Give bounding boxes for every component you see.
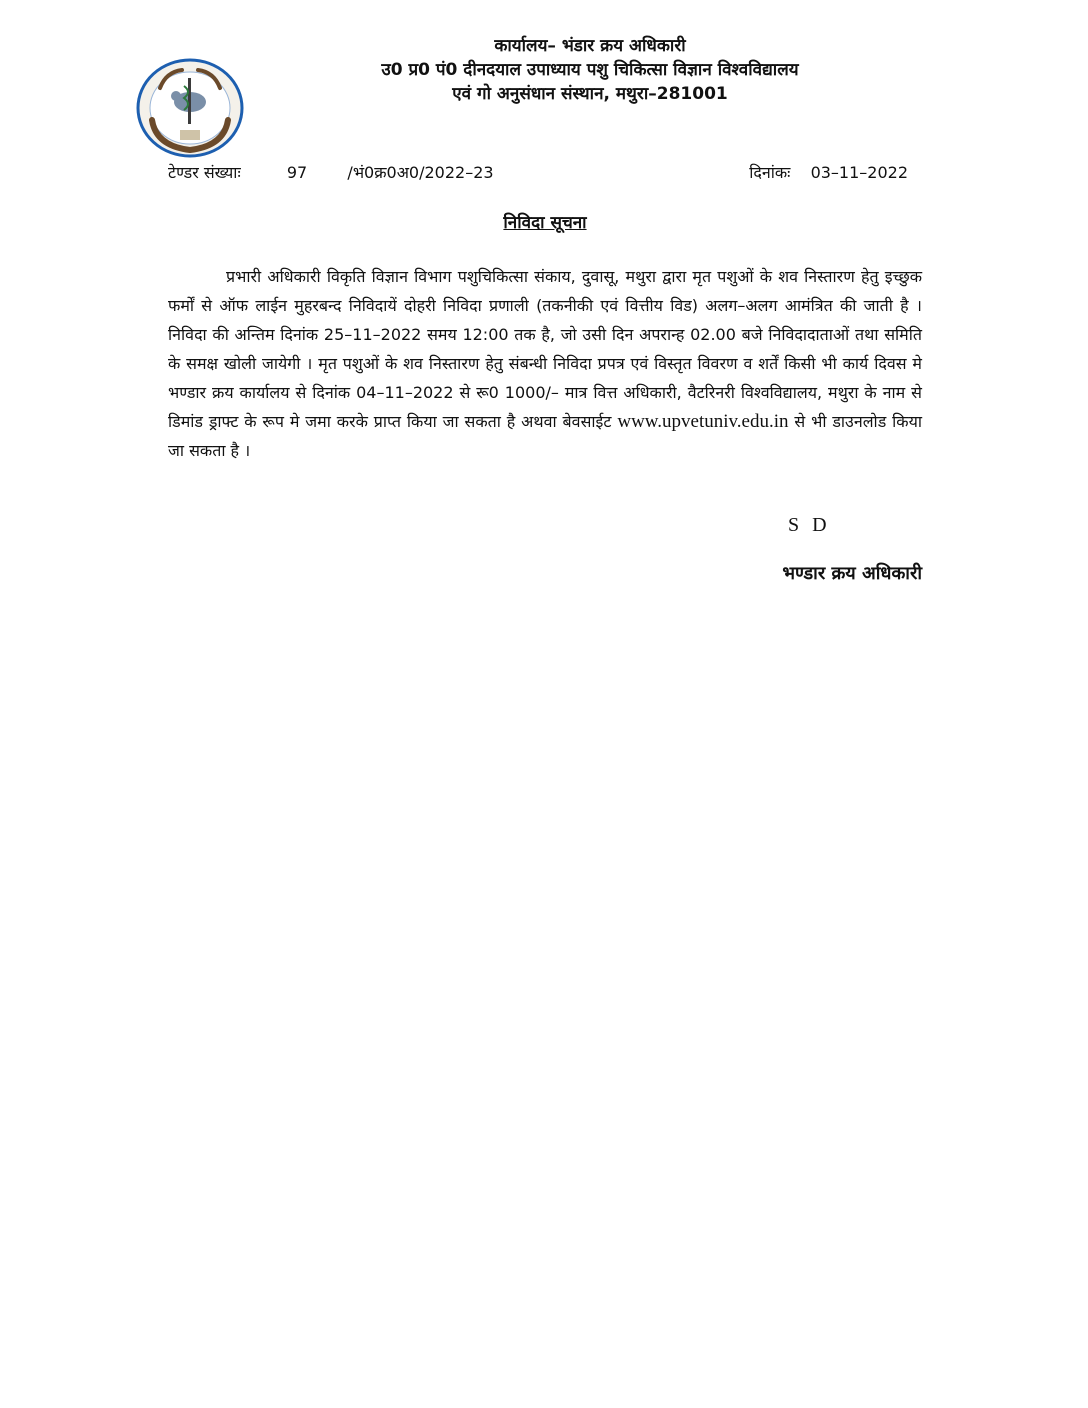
tender-code: /भं0क्र0अ0/2022–23 xyxy=(347,163,494,182)
office-title: कार्यालय– भंडार क्रय अधिकारी xyxy=(494,36,686,56)
notice-body xyxy=(168,262,922,465)
institute-address: एवं गो अनुसंधान संस्थान, मथुरा–281001 xyxy=(452,84,728,104)
date-value: 03–11–2022 xyxy=(810,163,908,182)
notice-body-text: प्रभारी अधिकारी विकृति विज्ञान विभाग पशुचिकित्सा संकाय, दुवासू, मथुरा द्वारा मृत पशुओं के शव निस्तारण हेतु इच्छुक फर्मों से ऑफ लाईन मुहरबन्द निविदायें दोहरी निविदा प्रणाली (तकनीकी एवं वित्तीय विड) अलग–अलग आमंत्रित की जाती है । निविदा की अन्तिम दिनांक 25–11–2022 समय 12:00 तक है, जो उसी दिन अपरान्ह 02.00 बजे निविदादाताओं तथा समिति के समक्ष खोली जायेगी । मृत पशुओं के शव निस्तारण हेतु संबन्धी निविदा प्रपत्र एवं विस्तृत विवरण व शर्तें किसी भी कार्य दिवस मे भण्डार क्रय कार्यालय से दिनांक 04–11–2022 से रू0 1000/– मात्र वित्त अधिकारी, वैटरिनरी विश्वविद्यालय, मथुरा के नाम से डिमांड ड्राफ्ट के रूप मे जमा करके प्राप्त किया जा सकता है अथवा बेवसाईट xyxy=(168,267,922,431)
notice-title: निविदा सूचना xyxy=(503,213,587,233)
tender-number: 97 xyxy=(286,163,308,182)
date-label: दिनांकः xyxy=(749,163,791,182)
notice-body-end: से भी डाउनलोड किया जा सकता है । xyxy=(168,412,922,460)
signatory-designation: भण्डार क्रय अधिकारी xyxy=(782,563,922,584)
notice-date xyxy=(749,161,908,185)
university-name: उ0 प्र0 पं0 दीनदयाल उपाध्याय पशु चिकित्सा विज्ञान विश्वविद्यालय xyxy=(381,60,799,80)
website-link[interactable]: www.upvetuniv.edu.in xyxy=(617,411,789,432)
university-logo-icon xyxy=(136,58,244,158)
tender-reference xyxy=(168,161,494,185)
tender-number-label: टेण्डर संख्याः xyxy=(168,163,241,182)
reference-row xyxy=(168,161,908,185)
signature-sd: S D xyxy=(788,514,831,536)
